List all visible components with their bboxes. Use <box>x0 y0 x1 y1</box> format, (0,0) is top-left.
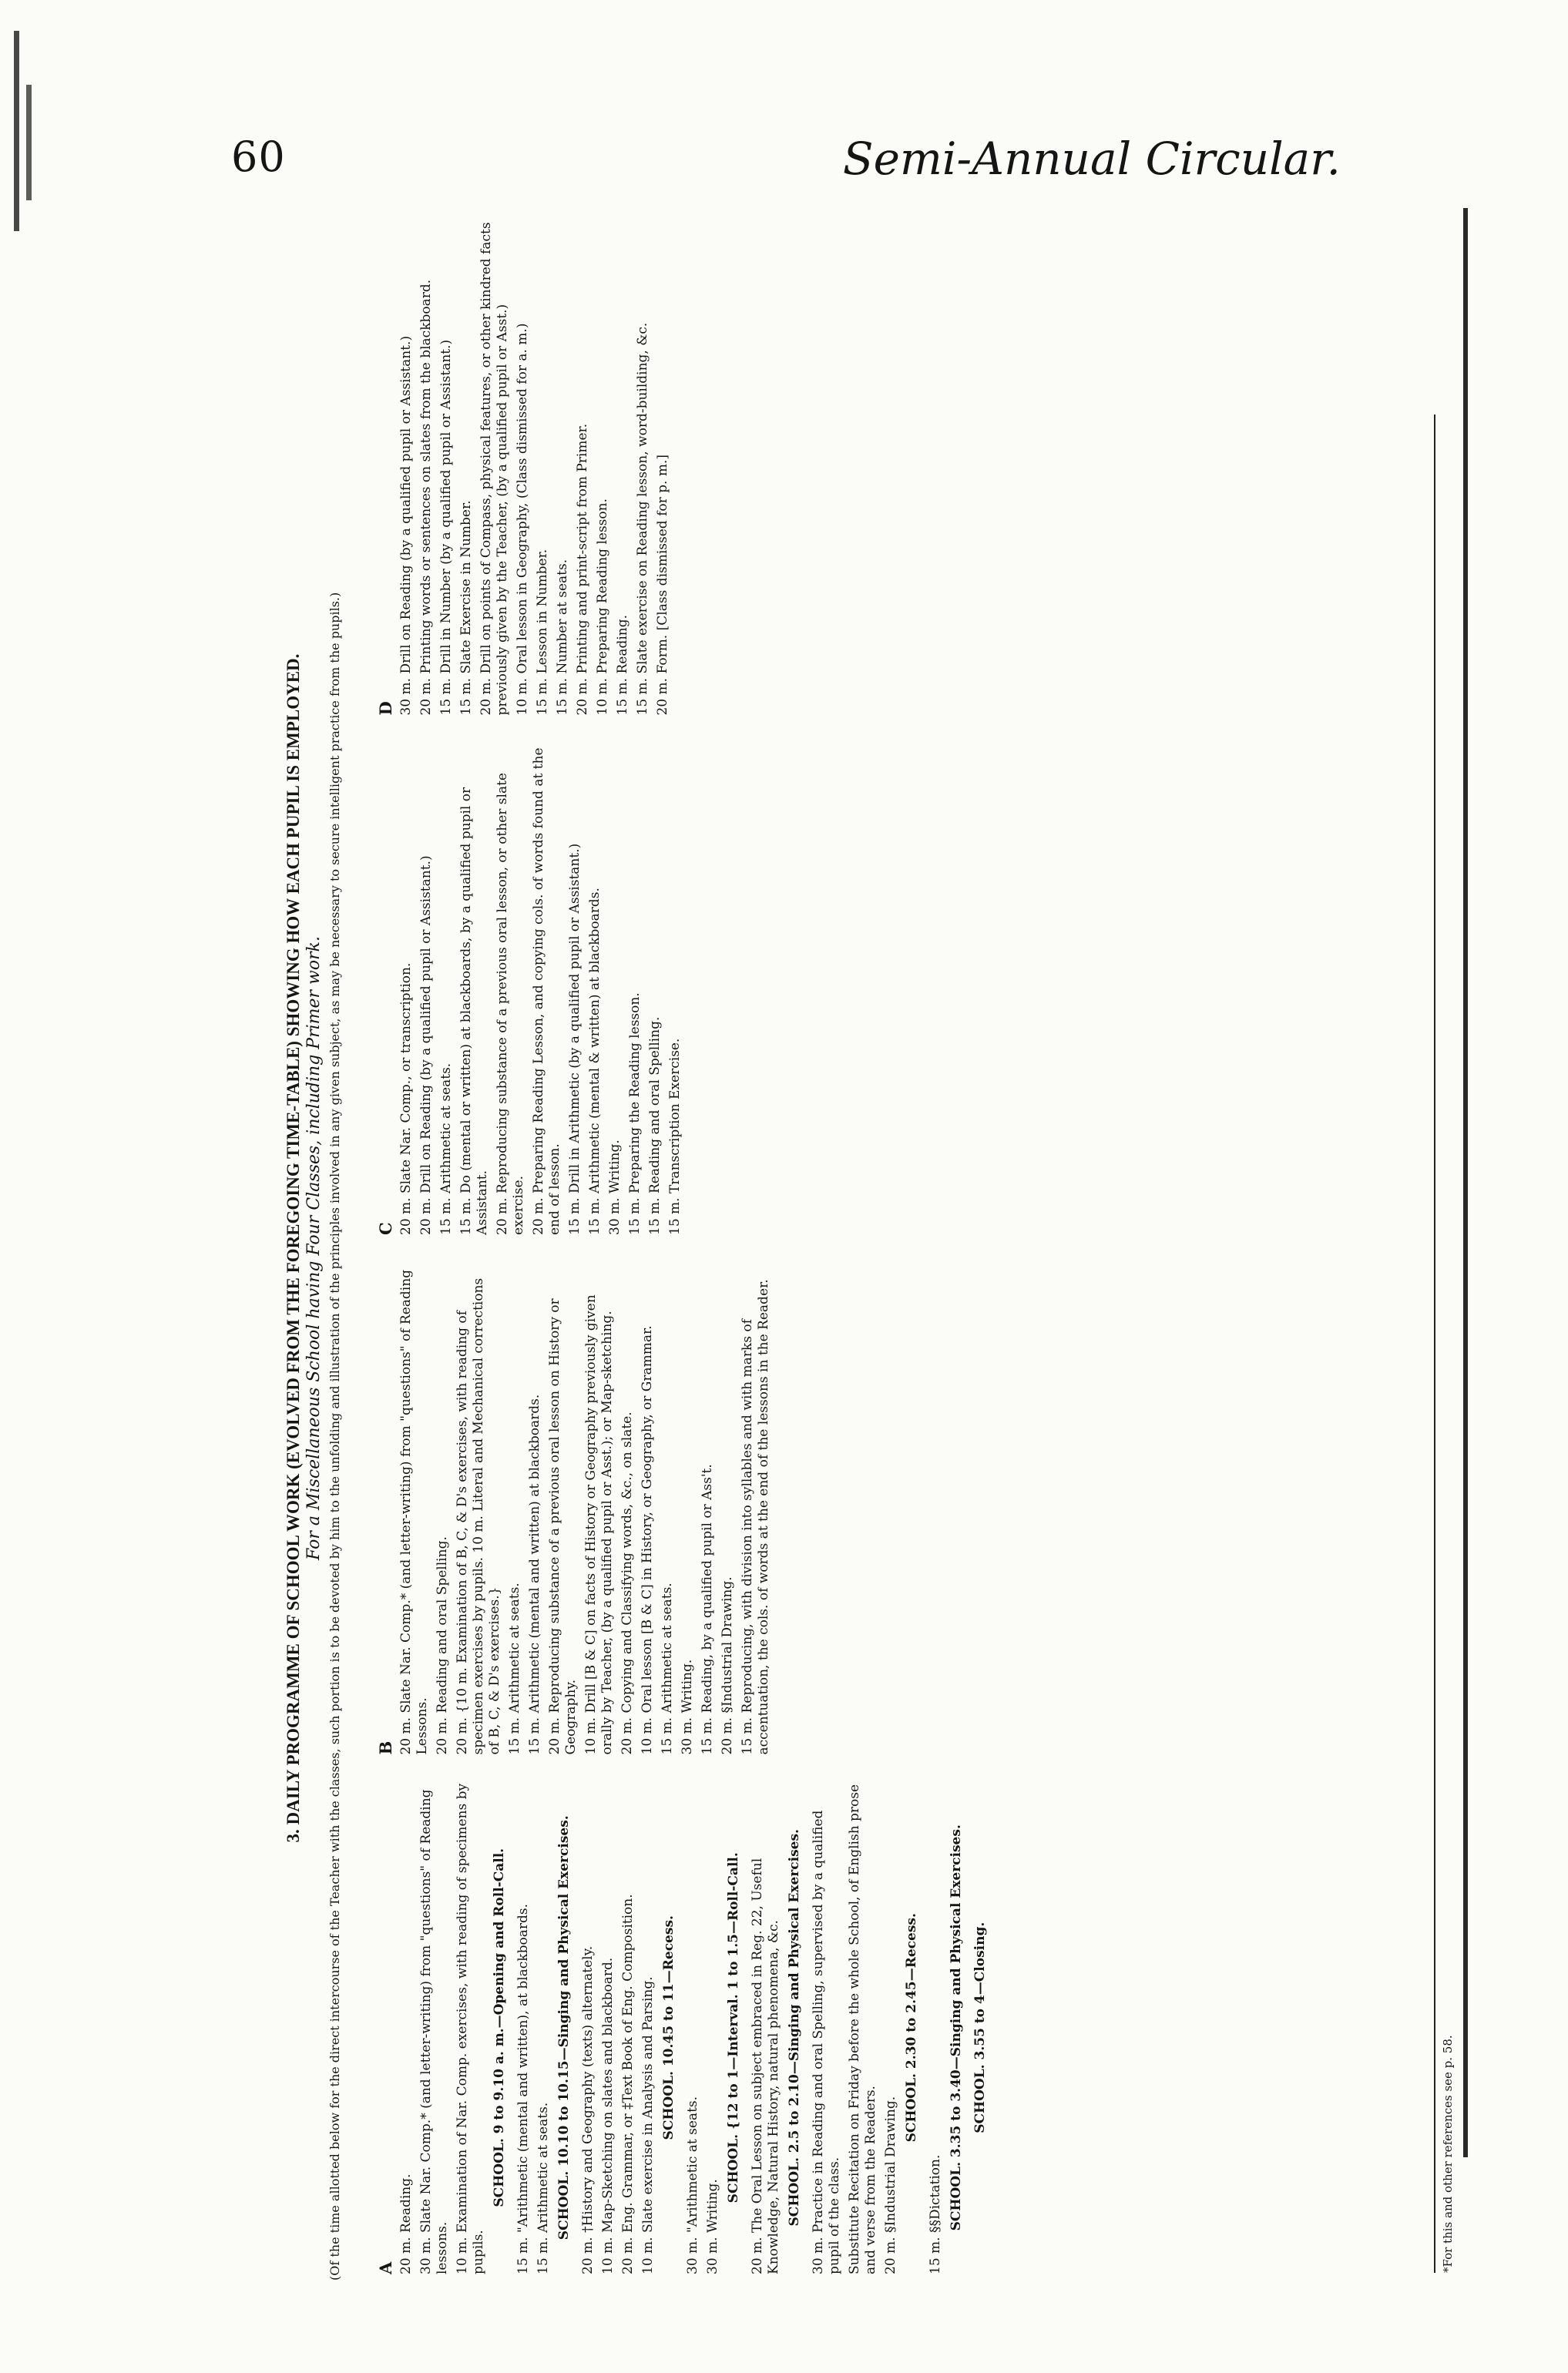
schedule-line: 30 m. Drill on Reading (by a qualified pupil or Assistant.) <box>398 335 414 716</box>
schedule-line: 20 m. Slate Nar. Comp., or transcription. <box>398 962 414 1235</box>
schedule-line: 15 m. Slate exercise on Reading lesson, word-building, &c. <box>635 322 650 716</box>
rotated-programme-sheet <box>285 216 1456 2281</box>
schedule-line: 15 m. Drill in Number (by a qualified pupil or Assistant.) <box>438 339 454 716</box>
schedule-line: 20 m. Eng. Grammar, or ‡Text Book of Eng. Composition. <box>620 1894 636 2274</box>
section-subtitle: For a Miscellaneous School having Four Classes, including Primer work. <box>304 936 324 1560</box>
schedule-line: 15 m. Number at seats. <box>555 559 570 716</box>
schedule-line: 20 m. §Industrial Drawing. <box>720 1576 735 1755</box>
schedule-line: 20 m. Printing and print-script from Primer. <box>575 423 590 716</box>
schedule-line: 20 m. Reproducing substance of a previous oral lesson, or other slate exercise. <box>495 773 526 1235</box>
schedule-line: 15 m. Reading. <box>615 614 630 716</box>
schedule-line: Substitute Recitation on Friday before the whole School, of English prose and verse from the Readers. <box>847 1784 878 2274</box>
class-heading-d: D <box>376 701 395 716</box>
schedule-line: 20 m. Drill on points of Compass, physical features, or other kindred facts previously given by the Teacher, (by a qualified pupil or Asst.) <box>478 222 510 716</box>
schedule-line: 20 m. †History and Geography (texts) alternately. <box>580 1945 596 2274</box>
schedule-line: 10 m. Drill [B & C] on facts of History or Geography previously given orally by Teacher, (by a qualified pupil or Asst.); or Map-sketching. <box>583 1294 615 1755</box>
schedule-line: 15 m. Arithmetic at seats. <box>536 2102 551 2274</box>
schedule-line: 30 m. Slate Nar. Comp.* (and letter-writing) from "questions" of Reading lessons. <box>418 1789 450 2274</box>
class-columns <box>378 216 1425 2281</box>
school-break: SCHOOL. 2.5 to 2.10—Singing and Physical Exercises. <box>787 1829 802 2227</box>
schedule-line: 10 m. Map-Sketching on slates and blackboard. <box>600 1957 616 2274</box>
schedule-line: 10 m. Preparing Reading lesson. <box>595 498 610 716</box>
school-break: SCHOOL. 3.35 to 3.40—Singing and Physical Exercises. <box>949 1824 964 2231</box>
schedule-line: 20 m. Printing words or sentences on slates from the blackboard. <box>418 279 434 716</box>
schedule-line: 20 m. The Oral Lesson on subject embraced in Reg. 22, Useful Knowledge, Natural History, natural phenomena, &c. <box>750 1858 781 2274</box>
schedule-line: 30 m. Writing. <box>680 1659 695 1755</box>
section-title: 3. DAILY PROGRAMME OF SCHOOL WORK (EVOLVED FROM THE FOREGOING TIME-TABLE) SHOWING HOW EACH PUPIL IS EMPLOYED. <box>284 653 303 1843</box>
schedule-line: 15 m. Arithmetic at seats. <box>660 1583 675 1755</box>
schedule-line: 15 m. Slate Exercise in Number. <box>458 500 474 716</box>
schedule-line: 15 m. Lesson in Number. <box>535 549 550 716</box>
schedule-line: 20 m. Preparing Reading Lesson, and copying cols. of words found at the end of lesson. <box>531 747 562 1235</box>
school-break: SCHOOL. 10.10 to 10.15—Singing and Physical Exercises. <box>556 1815 572 2240</box>
school-break: SCHOOL. 3.55 to 4—Closing. <box>972 1922 988 2133</box>
schedule-line: 15 m. §§Dictation. <box>928 2154 943 2274</box>
schedule-line: 30 m. Practice in Reading and oral Spelling, supervised by a qualified pupil of the class. <box>811 1810 842 2274</box>
school-break: SCHOOL. 10.45 to 11—Recess. <box>661 1915 677 2140</box>
schedule-line: 15 m. Reading and oral Spelling. <box>647 1016 663 1235</box>
intro-note: (Of the time allotted below for the direct intercourse of the Teacher with the classes, such portion is to be devoted by him to the unfolding and illustration of the principles involved in any given subject, as may be necessary to secure intelligent practice from the pupils.) <box>327 592 342 2281</box>
header-rule <box>1463 208 1468 2157</box>
schedule-line: 15 m. Arithmetic at seats. <box>438 1062 454 1235</box>
page-number: 60 <box>231 133 286 181</box>
schedule-line: 15 m. Preparing the Reading lesson. <box>627 992 643 1235</box>
schedule-line: 15 m. Do (mental or written) at blackboards, by a qualified pupil or Assistant. <box>458 787 490 1235</box>
class-column-d <box>378 216 1425 722</box>
schedule-line: 30 m. Writing. <box>607 1140 623 1235</box>
class-heading-c: C <box>376 1222 395 1235</box>
schedule-line: 15 m. Reproducing, with division into syllables and with marks of accentuation, the cols. of words at the end of the lessons in the Reader. <box>740 1279 771 1755</box>
schedule-line: 20 m. Form. [Class dismissed for p. m.] <box>655 455 670 716</box>
schedule-line: 20 m. Copying and Classifying words, &c., on slate. <box>619 1411 635 1755</box>
schedule-line: 20 m. Reading. <box>398 2173 414 2274</box>
school-break: SCHOOL. {12 to 1—Interval. 1 to 1.5—Roll-Call. <box>726 1852 741 2204</box>
running-title: Semi-Annual Circular. <box>842 133 1341 185</box>
schedule-line: 15 m. Reading, by a qualified pupil or Ass't. <box>700 1464 715 1755</box>
schedule-line: 20 m. {10 m. Examination of B, C, & D's exercises, with reading of specimen exercises by pupils. 10 m. Literal and Mechanical corrections of B, C, & D's exercises.} <box>455 1277 502 1755</box>
class-column-c <box>378 736 1425 1242</box>
schedule-line: 20 m. §Industrial Drawing. <box>883 2096 898 2274</box>
page-header <box>231 133 1387 186</box>
schedule-line: 10 m. Slate exercise in Analysis and Parsing. <box>640 1976 656 2274</box>
schedule-line: 15 m. Transcription Exercise. <box>667 1038 683 1235</box>
schedule-line: 15 m. "Arithmetic (mental and written), at blackboards. <box>515 1904 531 2274</box>
margin-scan-mark-small <box>26 85 32 200</box>
schedule-line: 10 m. Examination of Nar. Comp. exercises, with reading of specimens by pupils. <box>455 1783 486 2274</box>
schedule-line: 15 m. Arithmetic (mental & written) at blackboards. <box>587 888 603 1235</box>
footnote: *For this and other references see p. 58. <box>1434 415 1456 2273</box>
class-column-b <box>378 1255 1425 1761</box>
schedule-line: 15 m. Arithmetic at seats. <box>507 1583 522 1755</box>
schedule-line: 30 m. Writing. <box>705 2179 720 2274</box>
class-column-a <box>378 1775 1425 2281</box>
schedule-line: 20 m. Reproducing substance of a previous oral lesson on History or Geography. <box>547 1298 579 1755</box>
schedule-line: 10 m. Oral lesson in Geography, (Class dismissed for a. m.) <box>515 323 530 716</box>
class-heading-a: A <box>376 2261 395 2274</box>
class-heading-b: B <box>376 1740 395 1755</box>
schedule-line: 15 m. Drill in Arithmetic (by a qualified pupil or Assistant.) <box>567 843 583 1235</box>
school-break: SCHOOL. 9 to 9.10 a. m.—Opening and Roll-Call. <box>492 1848 507 2207</box>
school-break: SCHOOL. 2.30 to 2.45—Recess. <box>904 1913 919 2143</box>
schedule-line: 15 m. Arithmetic (mental and written) at blackboards. <box>527 1394 542 1755</box>
schedule-line: 20 m. Drill on Reading (by a qualified pupil or Assistant.) <box>418 855 434 1235</box>
schedule-line: 20 m. Reading and oral Spelling. <box>435 1536 450 1755</box>
schedule-line: 20 m. Slate Nar. Comp.* (and letter-writing) from "questions" of Reading Lessons. <box>398 1269 430 1755</box>
schedule-line: 30 m. "Arithmetic at seats. <box>685 2096 700 2274</box>
margin-scan-mark <box>14 31 19 231</box>
schedule-line: 10 m. Oral lesson [B & C] in History, or Geography, or Grammar. <box>640 1325 655 1755</box>
